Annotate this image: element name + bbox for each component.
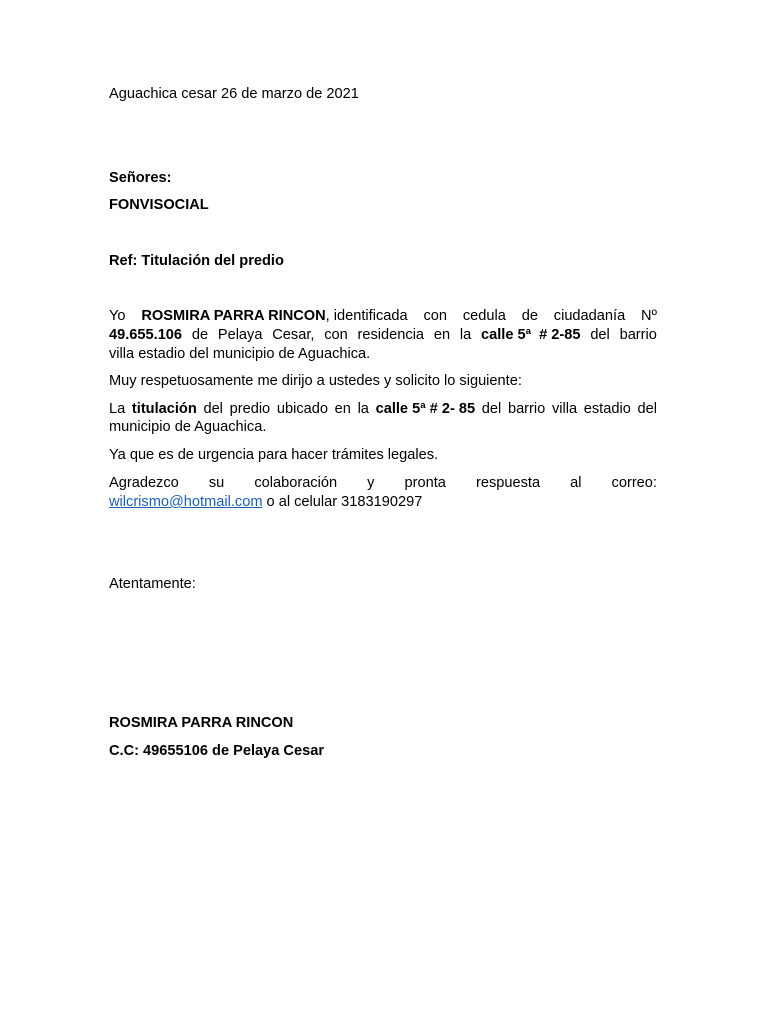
text: con [324, 327, 348, 343]
text: en [334, 401, 351, 417]
salutation: Señores: [109, 170, 172, 186]
text: predio [229, 401, 271, 417]
text: Agradezco [109, 475, 179, 491]
paragraph-1-line-3: villa estadio del municipio de Aguachica. [109, 346, 371, 362]
paragraph-4: Ya que es de urgencia para hacer trámites legales. [109, 447, 439, 463]
text: barrio [507, 401, 546, 417]
text: y [367, 475, 375, 491]
text: La [109, 401, 126, 417]
text: barrio [619, 327, 657, 343]
paragraph-2: Muy respetuosamente me dirijo a ustedes y solicito lo siguiente: [109, 373, 522, 389]
text: , identificada [325, 308, 408, 324]
id-number: 49.655.106 [109, 327, 183, 343]
sender-name: ROSMIRA PARRA RINCON [141, 308, 326, 324]
text: Pelaya [217, 327, 263, 343]
text: titulación [131, 401, 197, 417]
text: colaboración [254, 475, 338, 491]
text: al [570, 475, 582, 491]
text: ciudadanía [553, 308, 626, 324]
text: la [459, 327, 472, 343]
text: en [433, 327, 451, 343]
address: calle 5ª # 2- 85 [375, 401, 476, 417]
reference-line: Ref: Titulación del predio [109, 253, 284, 269]
text: Yo [109, 308, 126, 324]
paragraph-5-line-2 [109, 494, 422, 510]
text: del [590, 327, 610, 343]
text: correo: [611, 475, 657, 491]
text: la [357, 401, 369, 417]
text: o al celular 3183190297 [262, 494, 423, 510]
text: del [481, 401, 502, 417]
paragraph-1-line-1 [109, 308, 657, 324]
text: su [208, 475, 225, 491]
text: ubicado [276, 401, 328, 417]
text: Nº [641, 308, 657, 324]
text: pronta [404, 475, 446, 491]
text: de [191, 327, 209, 343]
text: del [203, 401, 223, 417]
recipient: FONVISOCIAL [109, 197, 209, 213]
text: Cesar, [272, 327, 315, 343]
paragraph-3-line-1 [109, 401, 657, 417]
signature-name: ROSMIRA PARRA RINCON [109, 715, 294, 731]
text: del [637, 401, 657, 417]
closing: Atentamente: [109, 576, 196, 592]
text: con [423, 308, 447, 324]
text: cedula [462, 308, 506, 324]
email-link[interactable]: wilcrismo@hotmail.com [109, 494, 263, 510]
text: respuesta [475, 475, 541, 491]
paragraph-3-line-2: municipio de Aguachica. [109, 419, 267, 435]
paragraph-5-line-1 [109, 475, 657, 491]
signature-id: C.C: 49655106 de Pelaya Cesar [109, 743, 324, 759]
text: residencia [357, 327, 425, 343]
letter-date: Aguachica cesar 26 de marzo de 2021 [109, 86, 359, 102]
text: de [521, 308, 538, 324]
address: calle 5ª # 2-85 [481, 327, 581, 343]
paragraph-1-line-2 [109, 327, 657, 343]
text: estadio [583, 401, 631, 417]
text: villa [551, 401, 578, 417]
